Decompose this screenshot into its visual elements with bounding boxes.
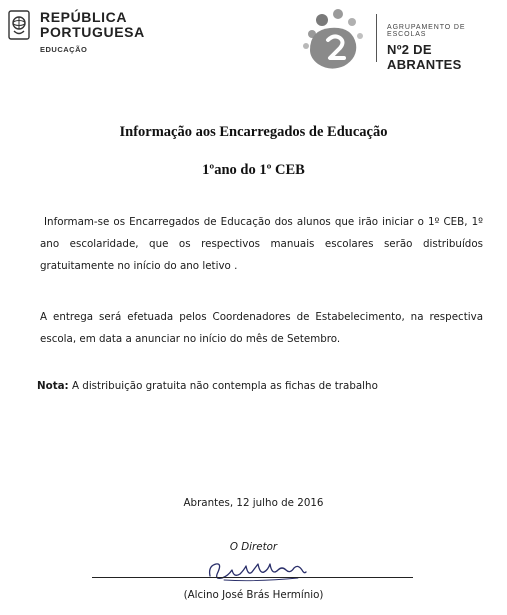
- note-paragraph: [37, 375, 480, 397]
- dateline: Abrantes, 12 julho de 2016: [183, 497, 324, 509]
- note-text: A distribuição gratuita não contempla as fichas de trabalho: [68, 380, 378, 392]
- logo-divider: [376, 14, 377, 62]
- portuguese-line: PORTUGUESA: [40, 24, 145, 40]
- ministry-line: EDUCAÇÃO: [40, 45, 88, 54]
- document-title: Informação aos Encarregados de Educação: [119, 124, 388, 140]
- handwritten-signature-icon: [206, 558, 310, 584]
- signature-line: [92, 577, 413, 578]
- armillary-sphere-shield-icon: [8, 10, 30, 40]
- government-wordmark: [40, 10, 145, 54]
- document-subtitle: 1ºano do 1º CEB: [202, 162, 305, 178]
- school-wordmark: [387, 24, 507, 72]
- paragraph-delivery: A entrega será efetuada pelos Coordenadores de Estabelecimento, na respectiva escola, em data a anunciar no início do mês de Setembro.: [40, 311, 483, 345]
- school-group-line: AGRUPAMENTO DE ESCOLAS: [387, 24, 466, 38]
- signer-role: O Diretor: [229, 541, 278, 553]
- paragraph-announcement: Informam-se os Encarregados de Educação dos alunos que irão iniciar o 1º CEB, 1º ano escolaridade, que os respectivos manuais escolares serão distribuídos gratuitamente no início do ano letivo .: [40, 216, 483, 272]
- republic-line: REPÚBLICA: [40, 9, 128, 25]
- stylized-figures-numeral-2-icon: [300, 6, 372, 72]
- signer-name: (Alcino José Brás Hermínio): [183, 589, 324, 601]
- note-label: Nota:: [37, 380, 69, 392]
- school-name-line: Nº2 DE ABRANTES: [387, 42, 462, 72]
- document-header: [0, 0, 507, 80]
